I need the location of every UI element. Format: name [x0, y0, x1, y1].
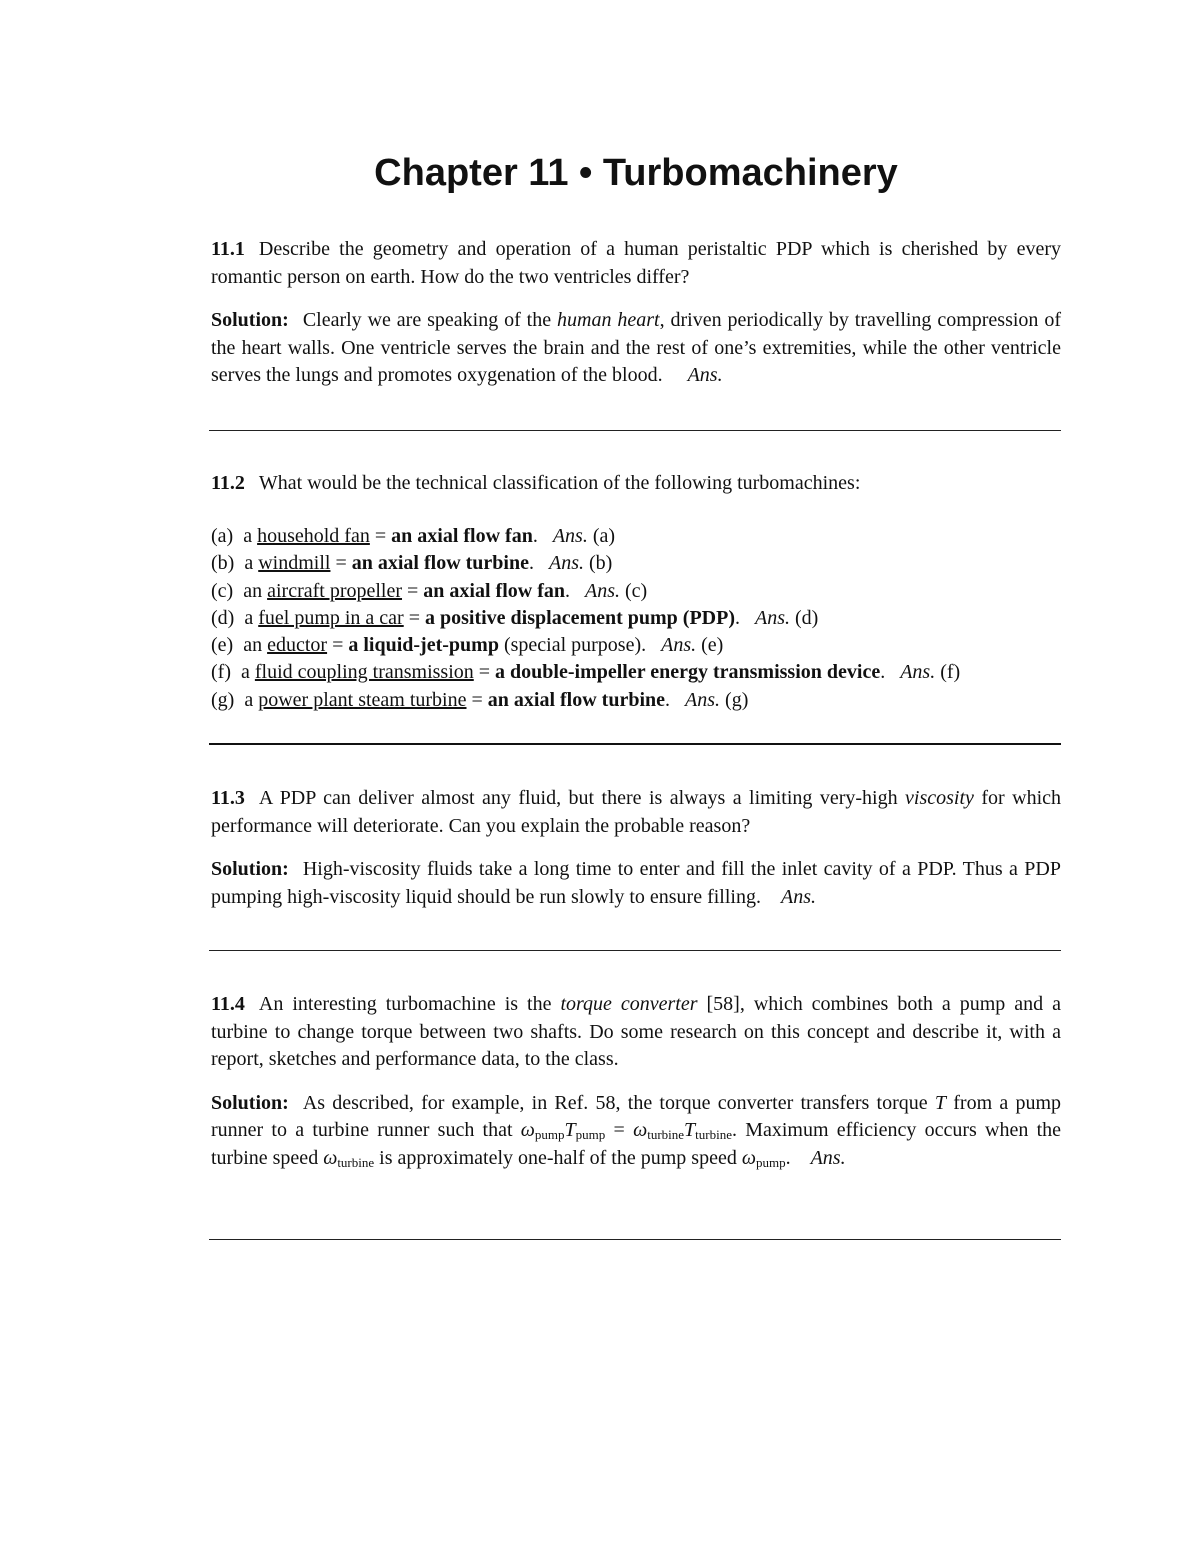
solution-text: High-viscosity fluids take a long time to enter and fill the inlet cavity of a PDP. Thus a PDP pumping high-viscosity liquid should be run slowly to ensure filling.	[211, 858, 1061, 908]
question-text: An interesting turbomachine is the	[258, 993, 552, 1015]
problem-question	[211, 785, 1061, 840]
ans-label: Ans.	[810, 1146, 846, 1169]
list-item: (c) an aircraft propeller = an axial flow fan. Ans. (c)	[211, 579, 648, 602]
classification: a double-impeller energy transmission device	[495, 661, 881, 684]
page-title: Chapter 11 • Turbomachinery	[374, 152, 898, 194]
question-text: [58], which combines both a pump and a turbine to change torque between two shafts. Do some research on this concept and describe it, with a report, sketches and performance data, to the class.	[211, 993, 1061, 1070]
solution-text: is approximately one-half of the pump speed	[379, 1146, 737, 1169]
solution-text: , driven periodically by travelling compression of the heart walls. One ventricle serves the brain and the rest of one’s extremities, while the other ventricle serves the lungs and promotes oxygenation of the blood.	[211, 309, 1061, 386]
term: power plant steam turbine	[258, 688, 467, 711]
problem-number: 11.3	[211, 787, 245, 809]
list-item: (d) a fuel pump in a car = a positive displacement pump (PDP). Ans. (d)	[211, 606, 819, 629]
math-symbol: ω	[741, 1146, 756, 1169]
problem-question	[211, 236, 1061, 291]
problem-question	[211, 991, 1061, 1074]
list-item: (e) an eductor = a liquid-jet-pump (special purpose). Ans. (e)	[211, 634, 724, 657]
divider	[209, 950, 1061, 951]
problem-solution	[211, 856, 1061, 911]
ans-label: Ans.	[687, 364, 723, 386]
math-symbol: ω	[633, 1119, 648, 1141]
question-text: Describe the geometry and operation of a human peristaltic PDP which is cherished by every romantic person on earth. How do the two ventricles differ?	[211, 238, 1061, 288]
problem-11-3	[211, 785, 1061, 911]
problem-solution: Solution: As described, for example, in Ref. 58, the torque converter transfers torque T from a pump runner to a turbine runner such that $\omega_{pump}T_{pump} = \omega_{turbine}T_{turbine}$. Maximum efficiency occurs when the turbine speed $\omega_{turbine}$ is approximately one-half of the pump speed $\omega_{pump}$. Ans.	[211, 1091, 1062, 1170]
divider	[209, 430, 1061, 431]
list-item: (g) a power plant steam turbine = an axial flow turbine. Ans. (g)	[211, 688, 749, 711]
question-text: for which performance will deteriorate. Can you explain the probable reason?	[211, 787, 1062, 837]
solution-text: Clearly we are speaking of the	[302, 309, 552, 331]
math-symbol: T	[684, 1119, 696, 1141]
classification-list	[211, 523, 1061, 714]
solution-text: As described, for example, in Ref. 58, the torque converter transfers torque	[302, 1091, 928, 1114]
classification: an axial flow fan	[423, 579, 565, 602]
list-item: (a) a household fan = an axial flow fan. Ans. (a)	[211, 525, 616, 547]
solution-label: Solution:	[211, 1091, 289, 1114]
term: fluid coupling transmission	[254, 661, 474, 684]
classification: a positive displacement pump (PDP)	[425, 606, 735, 629]
problem-number: 11.4	[211, 993, 245, 1015]
solution-label: Solution:	[211, 858, 289, 880]
problem-11-1	[211, 236, 1061, 390]
term: fuel pump in a car	[258, 606, 404, 629]
classification: a liquid-jet-pump	[348, 634, 499, 657]
solution-label: Solution:	[211, 309, 289, 331]
term: eductor	[267, 634, 328, 657]
classification: an axial flow turbine	[487, 688, 666, 711]
math-symbol: ω	[323, 1146, 338, 1169]
problem-question	[211, 470, 1061, 498]
solution-text: from a pump runner to a turbine runner such that	[211, 1091, 1062, 1141]
emphasis-text: human heart	[557, 309, 660, 331]
emphasis-text: viscosity	[905, 787, 974, 809]
question-text: A PDP can deliver almost any fluid, but there is always a limiting very-high	[258, 787, 898, 809]
list-item: (f) a fluid coupling transmission = a double-impeller energy transmission device. Ans. (f)	[211, 661, 961, 684]
problem-number: 11.1	[211, 238, 245, 260]
problem-11-4	[211, 991, 1061, 1172]
question-text: What would be the technical classification of the following turbomachines:	[258, 472, 861, 494]
emphasis-text: torque converter	[560, 993, 698, 1015]
problem-solution	[211, 307, 1061, 390]
ans-label: Ans.	[780, 885, 816, 908]
term: household fan	[257, 525, 370, 547]
math-symbol: ω	[520, 1119, 535, 1141]
term: windmill	[258, 552, 331, 575]
math-symbol: T	[934, 1091, 947, 1114]
divider	[209, 1239, 1061, 1240]
list-item: (b) a windmill = an axial flow turbine. Ans. (b)	[211, 552, 613, 575]
classification: an axial flow turbine	[351, 552, 529, 575]
classification: an axial flow fan	[391, 525, 533, 547]
problem-11-2	[211, 470, 1061, 498]
divider	[209, 743, 1061, 745]
solution-text: . Maximum efficiency occurs when the turbine speed	[211, 1119, 1062, 1169]
problem-number: 11.2	[211, 472, 245, 494]
math-symbol: T	[564, 1119, 576, 1141]
term: aircraft propeller	[267, 579, 403, 602]
